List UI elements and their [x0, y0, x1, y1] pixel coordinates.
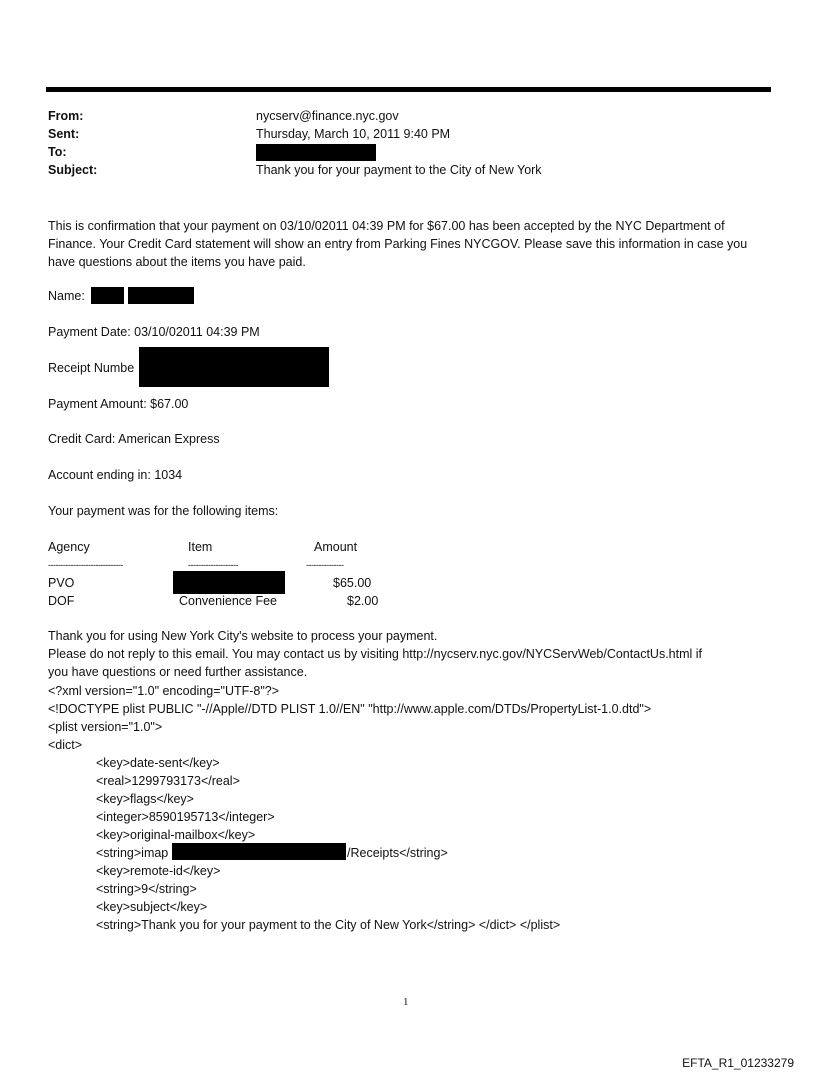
name-label: Name: [48, 289, 85, 303]
receipt-redaction [139, 347, 329, 387]
sent-label: Sent: [48, 127, 80, 141]
payment-amount: Payment Amount: $67.00 [48, 397, 189, 411]
xml-line: <?xml version="1.0" encoding="UTF-8"?> [48, 684, 280, 698]
xml-line: <integer>8590195713</integer> [96, 810, 275, 824]
noreply-line-2: you have questions or need further assistance. [48, 665, 308, 679]
xml-line: <string>9</string> [96, 882, 197, 896]
credit-card: Credit Card: American Express [48, 432, 220, 446]
xml-line: <key>date-sent</key> [96, 756, 220, 770]
item-redaction [173, 571, 285, 594]
row-item: Convenience Fee [179, 594, 277, 608]
table-dash-amount: --------------- [306, 560, 344, 570]
xml-line: <real>1299793173</real> [96, 774, 240, 788]
to-redaction [256, 144, 376, 161]
xml-line: /Receipts</string> [347, 846, 448, 860]
document-id: EFTA_R1_01233279 [682, 1056, 794, 1070]
payment-date: Payment Date: 03/10/02011 04:39 PM [48, 325, 260, 339]
row-amount: $65.00 [333, 576, 372, 590]
xml-line: <key>subject</key> [96, 900, 208, 914]
xml-line: <key>original-mailbox</key> [96, 828, 256, 842]
table-header-item: Item [188, 540, 213, 554]
receipt-label: Receipt Numbe [48, 361, 135, 375]
subject-label: Subject: [48, 163, 98, 177]
xml-line: <string>imap [96, 846, 169, 860]
header-rule [46, 87, 771, 92]
items-intro: Your payment was for the following items: [48, 504, 279, 518]
name-redaction-first [91, 287, 124, 304]
noreply-line-1: Please do not reply to this email. You may contact us by visiting http://nycserv.nyc.gov/NYCServWeb/ContactUs.html if [48, 647, 702, 661]
xml-line: <string>Thank you for your payment to the City of New York</string> </dict> </plist> [96, 918, 561, 932]
xml-line: <key>flags</key> [96, 792, 194, 806]
table-dash-agency: ------------------------------ [48, 560, 123, 570]
sent-value: Thursday, March 10, 2011 9:40 PM [256, 127, 451, 141]
table-dash-item: -------------------- [188, 560, 238, 570]
intro-paragraph: This is confirmation that your payment on 03/10/02011 04:39 PM for $67.00 has been accepted by the NYC Department of Finance. Your Credit Card statement will show an entry from Parking Fines NYCGOV. Please save this information in case you have questions about the items you have paid. [48, 219, 748, 269]
thanks-line: Thank you for using New York City's website to process your payment. [48, 629, 438, 643]
page-number: 1 [403, 996, 409, 1008]
xml-line: <!DOCTYPE plist PUBLIC "-//Apple//DTD PLIST 1.0//EN" "http://www.apple.com/DTDs/PropertyList-1.0.dtd"> [48, 702, 652, 716]
to-label: To: [48, 145, 67, 159]
from-value: nycserv@finance.nyc.gov [256, 109, 399, 123]
xml-line: <key>remote-id</key> [96, 864, 221, 878]
row-amount: $2.00 [347, 594, 379, 608]
mailbox-redaction [172, 843, 346, 860]
row-agency: PVO [48, 576, 75, 590]
row-agency: DOF [48, 594, 75, 608]
account-ending: Account ending in: 1034 [48, 468, 183, 482]
xml-line: <dict> [48, 738, 83, 752]
subject-value: Thank you for your payment to the City of New York [256, 163, 542, 177]
xml-line: <plist version="1.0"> [48, 720, 163, 734]
table-header-agency: Agency [48, 540, 90, 554]
from-label: From: [48, 109, 84, 123]
name-redaction-last [128, 287, 194, 304]
table-header-amount: Amount [314, 540, 358, 554]
